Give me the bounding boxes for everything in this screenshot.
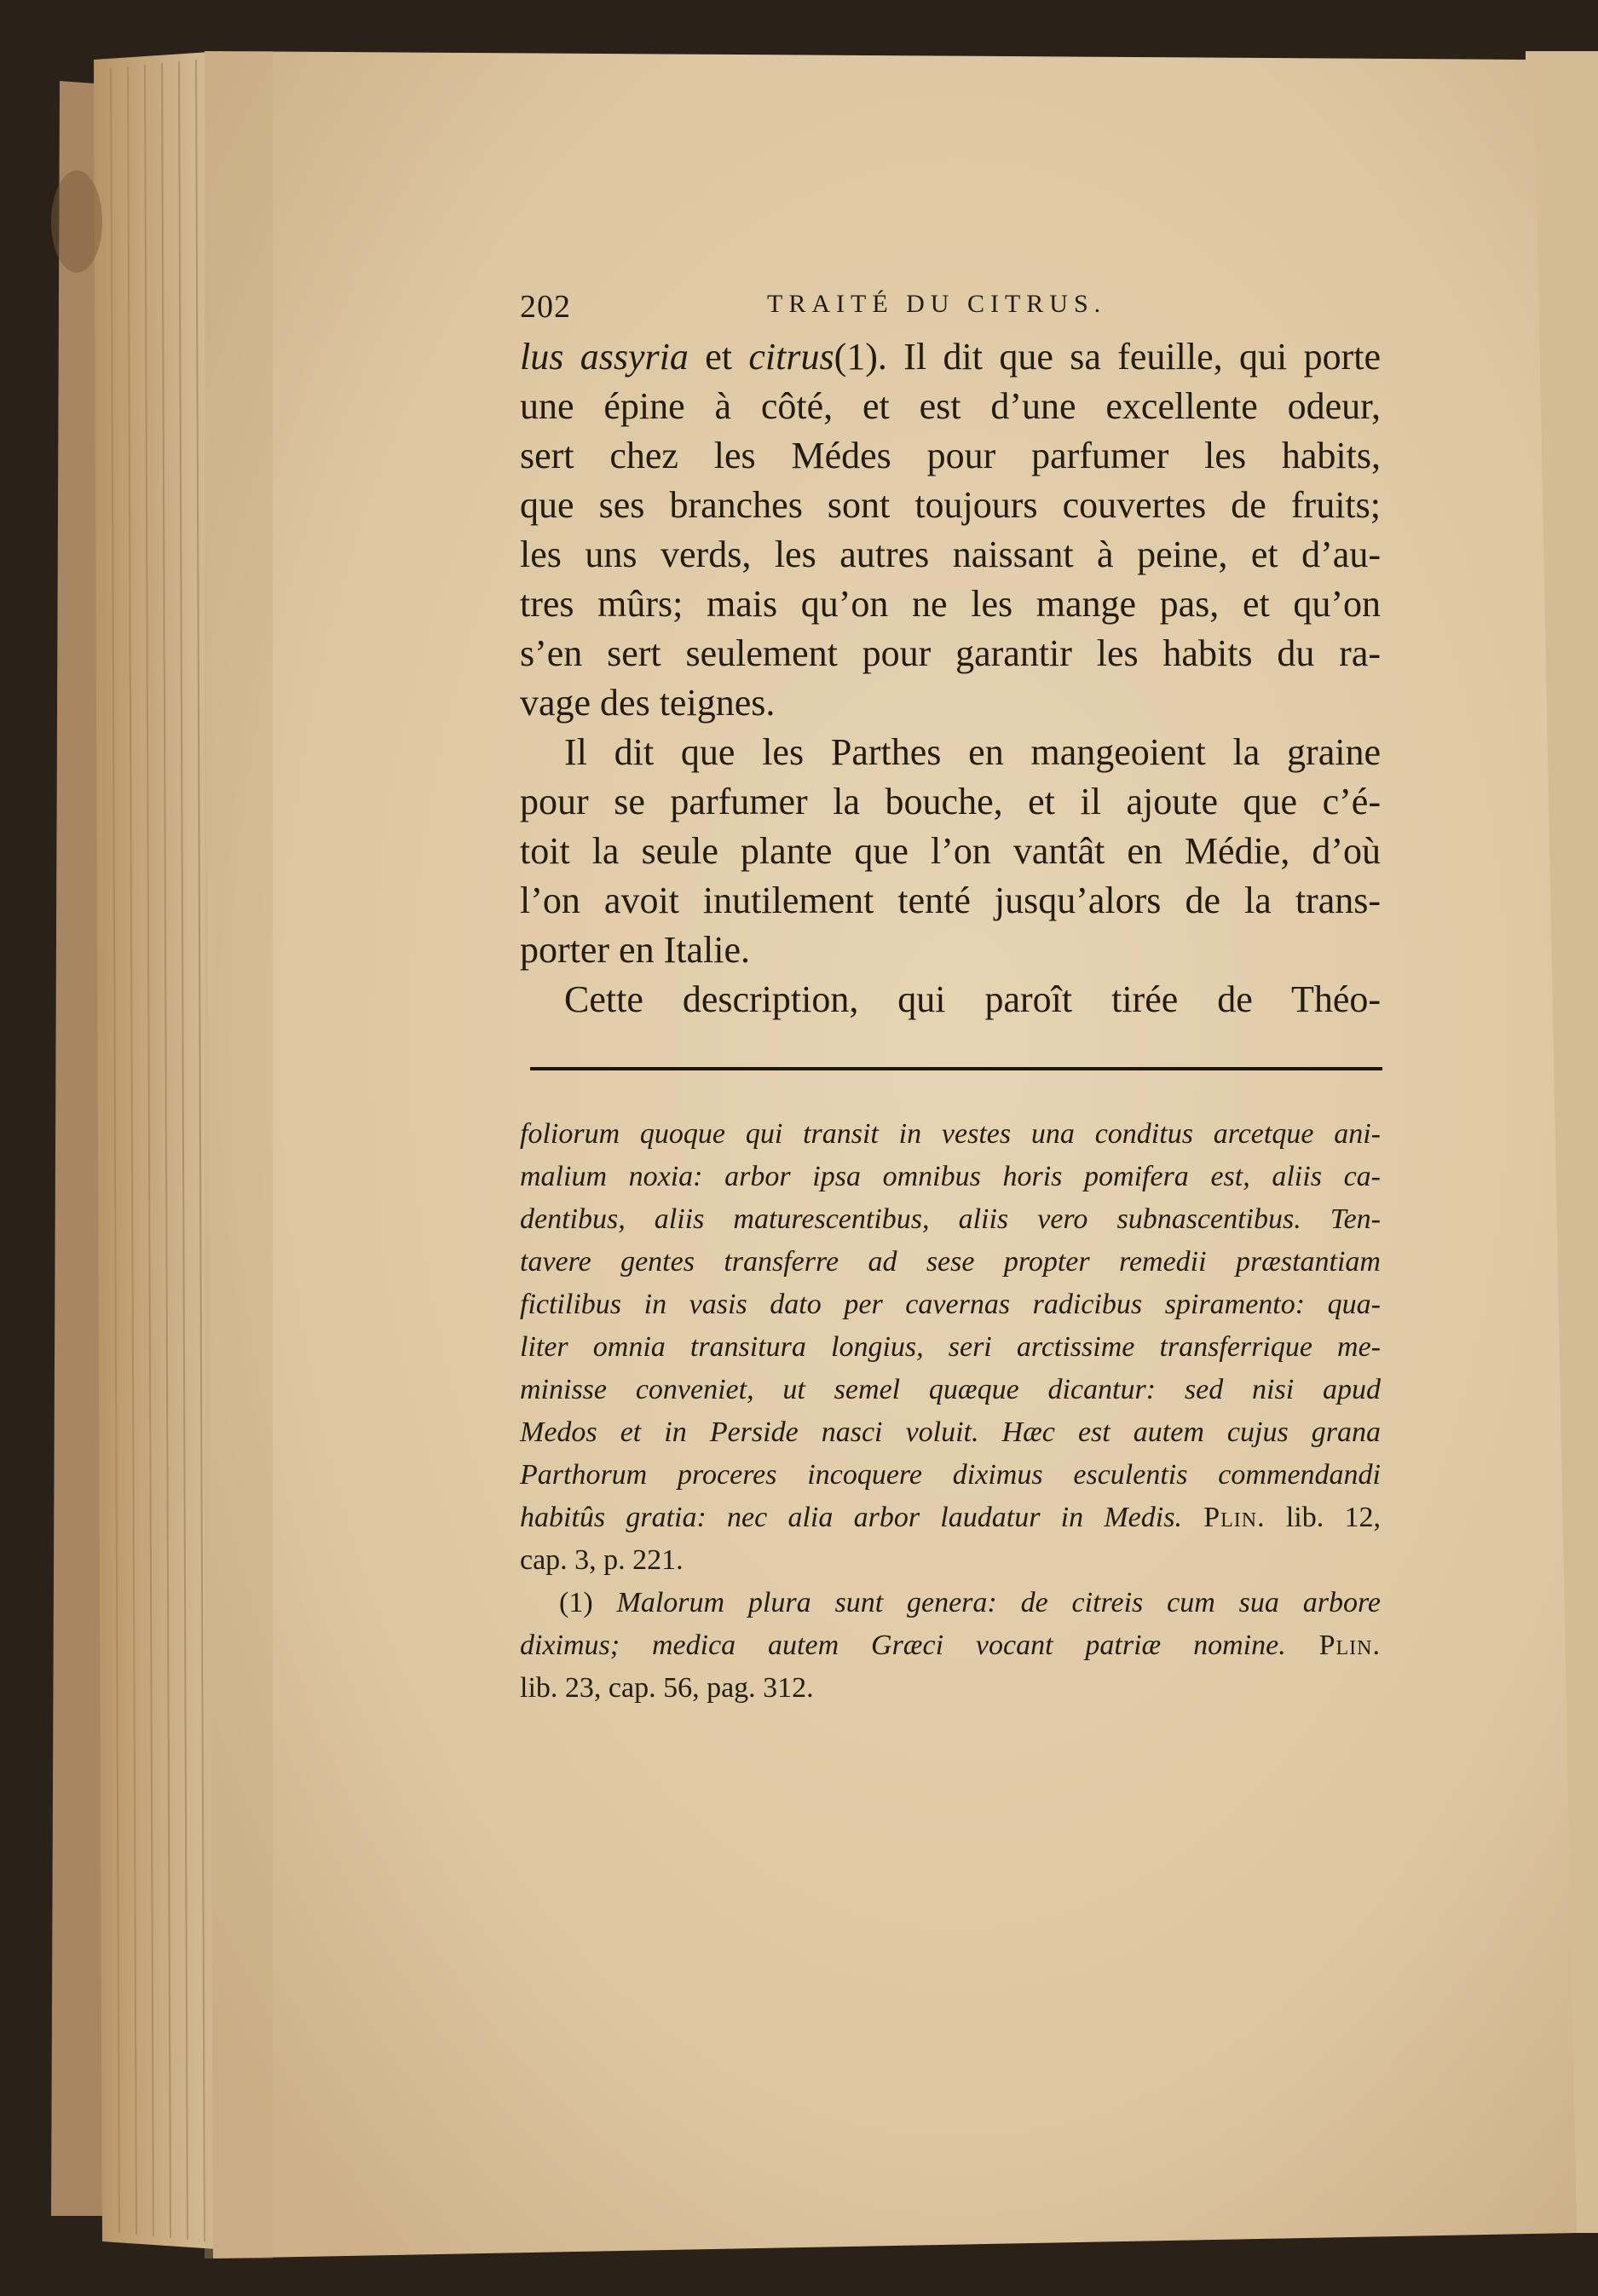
note-text: habitûs gratia: nec alia arbor laudatur in Medis. [520, 1502, 1182, 1533]
note-text: tavere gentes transferre ad sese propter remedii præstantiam [520, 1246, 1381, 1278]
text-line: vage des teignes. [520, 682, 776, 724]
main-text [520, 332, 1381, 1024]
note-line [520, 1156, 1381, 1198]
citation-author: Plin. [1285, 1630, 1381, 1661]
footnote-rule [530, 1067, 1382, 1070]
citation-author: Plin. [1181, 1502, 1266, 1533]
footnote-marker: (1) [559, 1587, 617, 1618]
note-line [520, 1497, 1381, 1539]
note-text: fictilibus in vasis dato per cavernas radicibus spiramento: qua- [520, 1289, 1381, 1320]
note-text: Parthorum proceres incoquere diximus esculentis commendandi [520, 1459, 1381, 1491]
citation-ref: lib. 12, [1265, 1502, 1381, 1533]
text-line: Il dit que les Parthes en mangeoient la graine [564, 731, 1381, 773]
text-line: les uns verds, les autres naissant à peine, et d’au- [520, 534, 1381, 575]
text-run: et [688, 336, 749, 378]
note-text: liter omnia transitura longius, seri arctissime transferrique me- [520, 1331, 1381, 1363]
running-head [520, 281, 1381, 332]
text-line: que ses branches sont toujours couvertes de fruits; [520, 484, 1381, 526]
text-line: porter en Italie. [520, 929, 750, 971]
note-line [520, 1411, 1381, 1454]
note-line [520, 1582, 1381, 1624]
note-text: Medos et in Perside nasci voluit. Hæc est autem cujus grana [520, 1416, 1381, 1448]
note-line [520, 1369, 1381, 1411]
note-line: lib. 23, cap. 56, pag. 312. [520, 1672, 814, 1704]
text-line: Cette description, qui paroît tirée de Théo- [564, 978, 1381, 1020]
text-line [520, 332, 1381, 382]
text-line: pour se parfumer la bouche, et il ajoute que c’é- [520, 781, 1381, 822]
note-line [520, 1454, 1381, 1497]
text-line: toit la seule plante que l’on vantât en Médie, d’où [520, 830, 1381, 872]
note-line: cap. 3, p. 221. [520, 1544, 684, 1576]
footnotes [520, 1113, 1381, 1710]
note-text: foliorum quoque qui transit in vestes una conditus arcetque ani- [520, 1118, 1381, 1150]
note-line [520, 1198, 1381, 1241]
page-number: 202 [520, 289, 571, 325]
running-head-title: TRAITÉ DU CITRUS. [767, 290, 1107, 318]
text-line: sert chez les Médes pour parfumer les habits, [520, 435, 1381, 476]
note-text: Malorum plura sunt genera: de citreis cum sua arbore [616, 1587, 1382, 1618]
note-line [520, 1326, 1381, 1369]
note-line [520, 1624, 1381, 1667]
italic-term: lus assyria [520, 336, 689, 378]
note-text: dentibus, aliis maturescentibus, aliis vero subnascentibus. Ten- [520, 1203, 1381, 1235]
note-text: diximus; medica autem Græci vocant patriæ nomine. [520, 1630, 1286, 1661]
note-line [520, 1113, 1381, 1156]
italic-term: citrus [748, 336, 834, 378]
text-line: l’on avoit inutilement tenté jusqu’alors de la trans- [520, 880, 1381, 921]
note-text: malium noxia: arbor ipsa omnibus horis pomifera est, aliis ca- [520, 1161, 1381, 1192]
text-line: s’en sert seulement pour garantir les habits du ra- [520, 632, 1381, 674]
text-line: tres mûrs; mais qu’on ne les mange pas, et qu’on [520, 583, 1381, 625]
note-text: minisse conveniet, ut semel quæque dicantur: sed nisi apud [520, 1374, 1381, 1405]
page-text-block [520, 281, 1381, 1710]
note-line [520, 1284, 1381, 1326]
note-line [520, 1241, 1381, 1284]
text-run: (1). Il dit que sa feuille, qui porte [834, 336, 1381, 378]
text-line: une épine à côté, et est d’une excellente odeur, [520, 385, 1381, 427]
